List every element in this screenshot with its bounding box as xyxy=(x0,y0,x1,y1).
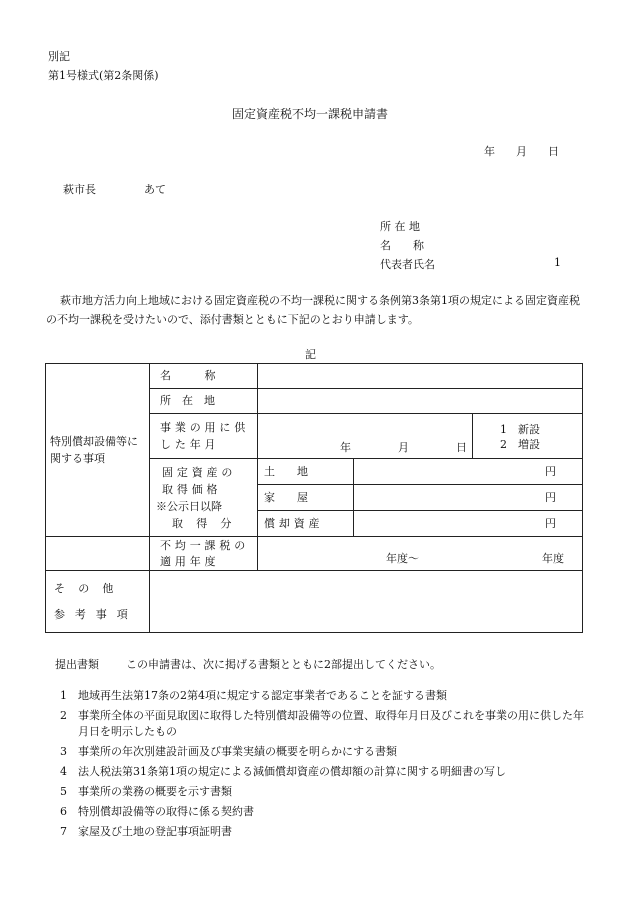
addressee-suffix: あて xyxy=(144,183,166,196)
date-year-label: 年 xyxy=(484,145,495,158)
tax-years-field[interactable] xyxy=(258,537,583,571)
name-label: 名 称 xyxy=(150,364,258,389)
yen-unit: 円 xyxy=(545,464,556,478)
appendix-label: 別記 xyxy=(48,50,70,63)
use-date-month: 月 xyxy=(398,441,409,454)
use-date-year: 年 xyxy=(340,441,351,454)
depreciable-assets-label: 償却資産 xyxy=(258,511,354,537)
list-item: 4 法人税法第31条第1項の規定による減価償却資産の償却額の計算に関する明細書の写し xyxy=(60,765,506,778)
yen-unit: 円 xyxy=(545,516,556,530)
acquisition-label-line3: ※公示日以降 xyxy=(156,499,222,513)
date-month-label: 月 xyxy=(516,145,527,158)
name-value-field[interactable] xyxy=(258,364,583,389)
equipment-group-label: 特別償却設備等に関する事項 xyxy=(46,364,150,537)
list-item: 2 事業所全体の平面見取図に取得した特別償却設備等の位置、取得年月日及びこれを事業の用に供した年月日を明示したもの xyxy=(60,709,584,738)
other-label-line2: 参考事項 xyxy=(54,607,138,621)
land-amount-field[interactable] xyxy=(354,459,583,485)
list-item: 5 事業所の業務の概要を示す書類 xyxy=(60,785,232,798)
use-option-expansion[interactable]: 2 増設 xyxy=(500,438,540,451)
use-date-field[interactable] xyxy=(258,414,583,459)
submission-instruction: この申請書は、次に掲げる書類とともに2部提出してください。 xyxy=(126,658,441,671)
use-option-new[interactable]: 1 新設 xyxy=(500,423,540,436)
use-date-divider xyxy=(472,414,473,458)
house-label: 家 屋 xyxy=(258,485,354,511)
other-notes-label xyxy=(46,571,150,633)
group-label-continuation xyxy=(46,537,150,571)
acquisition-cost-label xyxy=(150,459,258,537)
use-date-day: 日 xyxy=(456,441,467,454)
depreciable-amount-field[interactable] xyxy=(354,511,583,537)
yen-unit: 円 xyxy=(545,490,556,504)
list-item: 1 地域再生法第17条の2第4項に規定する認定事業者であることを証する書類 xyxy=(60,689,447,702)
applicant-address-label: 所 在 地 xyxy=(380,220,420,233)
ki-label: 記 xyxy=(305,348,316,361)
list-item: 6 特別償却設備等の取得に係る契約書 xyxy=(60,805,254,818)
use-date-label: 事業の用に供した年月 xyxy=(150,414,258,459)
addressee-name: 萩市長 xyxy=(63,183,96,196)
required-documents-list xyxy=(60,688,590,844)
address-label: 所 在 地 xyxy=(150,389,258,414)
year-to: 年度 xyxy=(542,552,564,565)
house-amount-field[interactable] xyxy=(354,485,583,511)
other-label-line1: その他 xyxy=(54,581,127,595)
applicant-name-label: 名 称 xyxy=(380,239,424,252)
address-value-field[interactable] xyxy=(258,389,583,414)
other-notes-field[interactable] xyxy=(150,571,583,633)
list-item: 7 家屋及び土地の登記事項証明書 xyxy=(60,825,232,838)
request-statement: 萩市地方活力向上地域における固定資産税の不均一課税に関する条例第3条第1項の規定による固定資産税の不均一課税を受けたいので、添付書類とともに下記のとおり申請します。 xyxy=(46,294,580,326)
submission-label: 提出書類 xyxy=(55,658,99,671)
list-item: 3 事業所の年次別建設計画及び事業実績の概要を明らかにする書類 xyxy=(60,745,397,758)
document-title: 固定資産税不均一課税申請書 xyxy=(232,107,389,121)
applicant-representative-label: 代表者氏名 xyxy=(380,258,435,271)
form-number: 第1号様式(第2条関係) xyxy=(48,69,159,82)
acquisition-label-line4: 取得分 xyxy=(172,516,245,530)
acquisition-label-line2: 取得価格 xyxy=(162,482,222,496)
application-table xyxy=(45,363,583,633)
applicant-representative-mark: 1 xyxy=(554,256,561,269)
date-day-label: 日 xyxy=(548,145,559,158)
year-from: 年度〜 xyxy=(386,552,419,565)
acquisition-label-line1: 固定資産の xyxy=(162,465,237,479)
land-label: 土 地 xyxy=(258,459,354,485)
tax-years-label: 不均一課税の適用年度 xyxy=(150,537,258,571)
